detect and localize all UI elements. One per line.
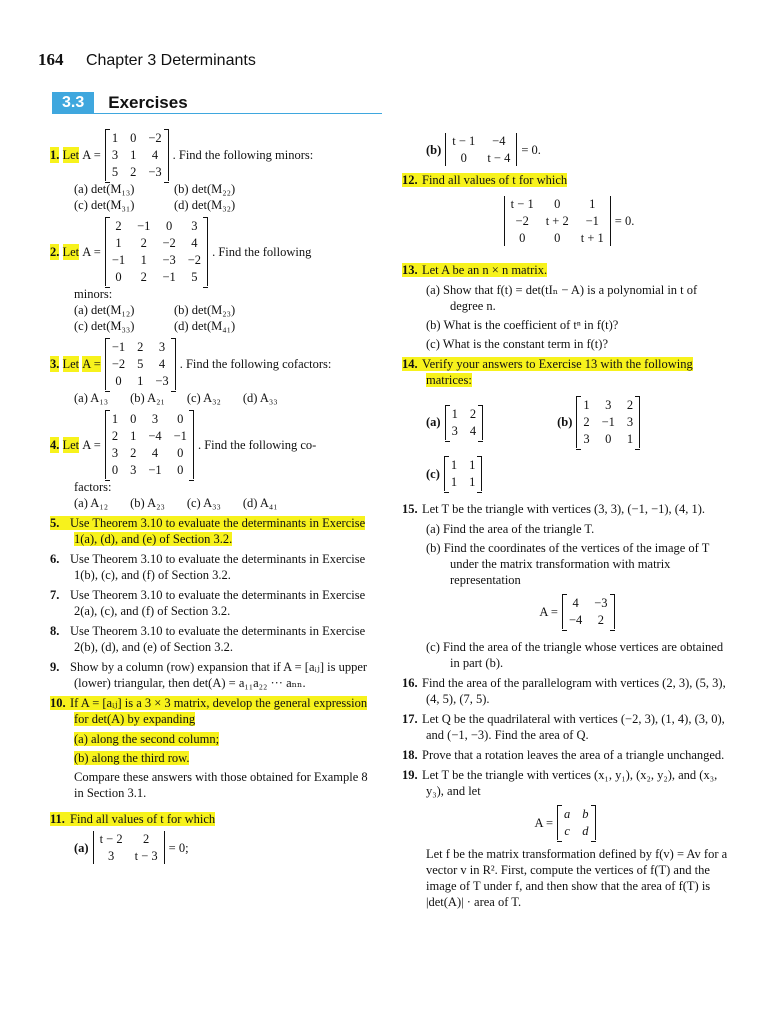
matrix-14c: 1 1 1 1 [444,456,483,491]
exercise-18: 18. Prove that a rotation leaves the area of a triangle unchanged. [402,748,725,762]
exercise-1 [50,129,375,213]
exercise-text: . Find the following co- [197,437,317,452]
matrix-a: −1 2 3 −2 5 4 0 1 −3 [105,338,176,390]
exercise-19-text: Let f be the matrix transformation defined by f(v) = Av for a vector v in R². First, compute the vertices of f(T) and the image of T under f, and then show that the area of f(T) is |det(A)| · area of T. [426,847,728,909]
exercise-text: . Find the following minors: [172,148,314,162]
exercise-2 [50,217,375,334]
matrix-15: 4 −3 −4 2 [562,594,615,629]
exercise-12: 12. Find all values of t for which [402,173,568,187]
page-number: 164 [38,50,64,69]
right-column [402,125,732,910]
matrix-a: 1 0 −2 3 1 4 5 2 −3 [105,129,169,181]
determinant: t − 2 2 3 t − 3 [93,831,165,864]
section-title: Exercises [108,93,188,112]
exercise-6: 6. Use Theorem 3.10 to evaluate the determinants in Exercise 1(b), (c), and (f) of Section 3.2. [50,552,366,582]
exercise-lead: Let [62,244,80,259]
exercise-12-det: t − 1 0 1 −2 t + 2 −1 0 0 t + 1 = 0. [402,196,732,246]
exercise-13: 13. Let A be an n × n matrix. [402,263,548,277]
exercise-lead: Let [62,148,80,162]
determinant: t − 1 0 1 −2 t + 2 −1 0 0 t + 1 [504,196,611,246]
exercise-14-ab: (a) 1 2 3 4 (b) 1 3 2 2 −1 3 3 0 1 [402,396,732,448]
exercise-13-parts: (a) Show that f(t) = det(tIₙ − A) is a polynomial in t of degree n. (b) What is the coefficient of tⁿ in f(t)? (c) What is the constant term in f(t)? [426,283,698,351]
determinant: t − 1 −4 0 t − 4 [445,133,517,166]
left-column [50,125,375,864]
exercise-14: 14. Verify your answers to Exercise 13 with the following matrices: [402,357,693,387]
exercise-16: 16. Find the area of the parallelogram with vertices (2, 3), (5, 3), (4, 5), (7, 5). [402,676,726,706]
exercise-number: 3. [50,357,60,371]
exercise-number: 4. [50,437,60,452]
exercise-text-cont: minors: [74,287,113,301]
exercise-lead: Let [62,437,80,452]
matrix-label: A = [82,357,101,371]
exercise-text-cont: factors: [74,480,112,494]
exercise-text: . Find the following [212,244,312,259]
matrix-label: A = [82,148,101,162]
section-heading [52,92,188,114]
exercise-number: 2. [50,244,60,259]
exercise-10: 10. If A = [aᵢⱼ] is a 3 × 3 matrix, develop the general expression for det(A) by expanding [50,696,368,726]
exercise-lead: Let [62,357,80,371]
exercise-8: 8. Use Theorem 3.10 to evaluate the determinants in Exercise 2(b), (d), and (e) of Section 3.2. [50,624,366,654]
matrix-a: 1 0 3 0 2 1 −4 −1 3 2 4 0 0 3 −1 0 [105,410,194,479]
matrix-19: a b c d [557,805,596,840]
exercise-11: 11. Find all values of t for which [50,812,216,826]
exercise-10-parts: (a) along the second column; (b) along the third row. Compare these answers with those obtained for Example 8 in Section 3.1. [74,732,368,800]
exercise-11b: (b) t − 1 −4 0 t − 4 = 0. [426,134,541,165]
exercise-11a: (a) t − 2 2 3 t − 3 = 0; [74,832,189,863]
exercise-9: 9. Show by a column (row) expansion that if A = [aᵢⱼ] is upper (lower) triangular, then det(A) = a₁₁a₂₂ ··· aₙₙ. [50,660,368,690]
matrix-label: A = [82,244,101,259]
matrix-14b: 1 3 2 2 −1 3 3 0 1 [576,396,640,448]
running-header [38,50,256,70]
parts-list: (a) det(M₁₂) (b) det(M₂₃) (c) det(M₃₃) (d) det(M₄₁) [74,303,236,333]
exercise-text: . Find the following cofactors: [179,357,332,371]
matrix-label: A = [82,437,101,452]
matrix-a: 2 −1 0 3 1 2 −2 4 −1 1 −3 −2 0 2 −1 5 [105,217,208,286]
exercise-14-c: (c) 1 1 1 1 [402,456,732,491]
exercise-3 [50,338,375,406]
exercise-4 [50,410,375,511]
parts-list: (a) A₁₃ (b) A₂₁ (c) A₃₂ (d) A₃₃ [74,391,278,405]
exercise-19-matrix: A = a b c d [402,805,732,840]
parts-list: (a) A₁₂ (b) A₂₃ (c) A₃₃ (d) A₄₁ [74,496,278,510]
exercise-15-parts: (a) Find the area of the triangle T. (b) Find the coordinates of the vertices of the image of T under the matrix transformation with matrix representation A = 4 −3 −4 2 (c) Find the area of the triangle whose vertices are obtained in part (b). [426,522,724,670]
exercise-15: 15. Let T be the triangle with vertices (3, 3), (−1, −1), (4, 1). [402,502,706,516]
section-number: 3.3 [52,92,94,114]
matrix-14a: 1 2 3 4 [445,405,484,440]
chapter-title: Chapter 3 Determinants [85,52,256,69]
exercise-number: 1. [50,148,60,162]
exercise-5: 5. Use Theorem 3.10 to evaluate the determinants in Exercise 1(a), (d), and (e) of Section 3.2. [50,516,366,546]
section-rule [52,113,382,114]
parts-list: (a) det(M₁₃) (b) det(M₂₂) (c) det(M₃₁) (d) det(M₃₂) [74,182,236,212]
exercise-17: 17. Let Q be the quadrilateral with vertices (−2, 3), (1, 4), (3, 0), and (−1, −3). Find the area of Q. [402,712,725,742]
exercise-19: 19. Let T be the triangle with vertices (x₁, y₁), (x₂, y₂), and (x₃, y₃), and let [402,768,718,798]
exercise-7: 7. Use Theorem 3.10 to evaluate the determinants in Exercise 2(a), (c), and (f) of Section 3.2. [50,588,366,618]
